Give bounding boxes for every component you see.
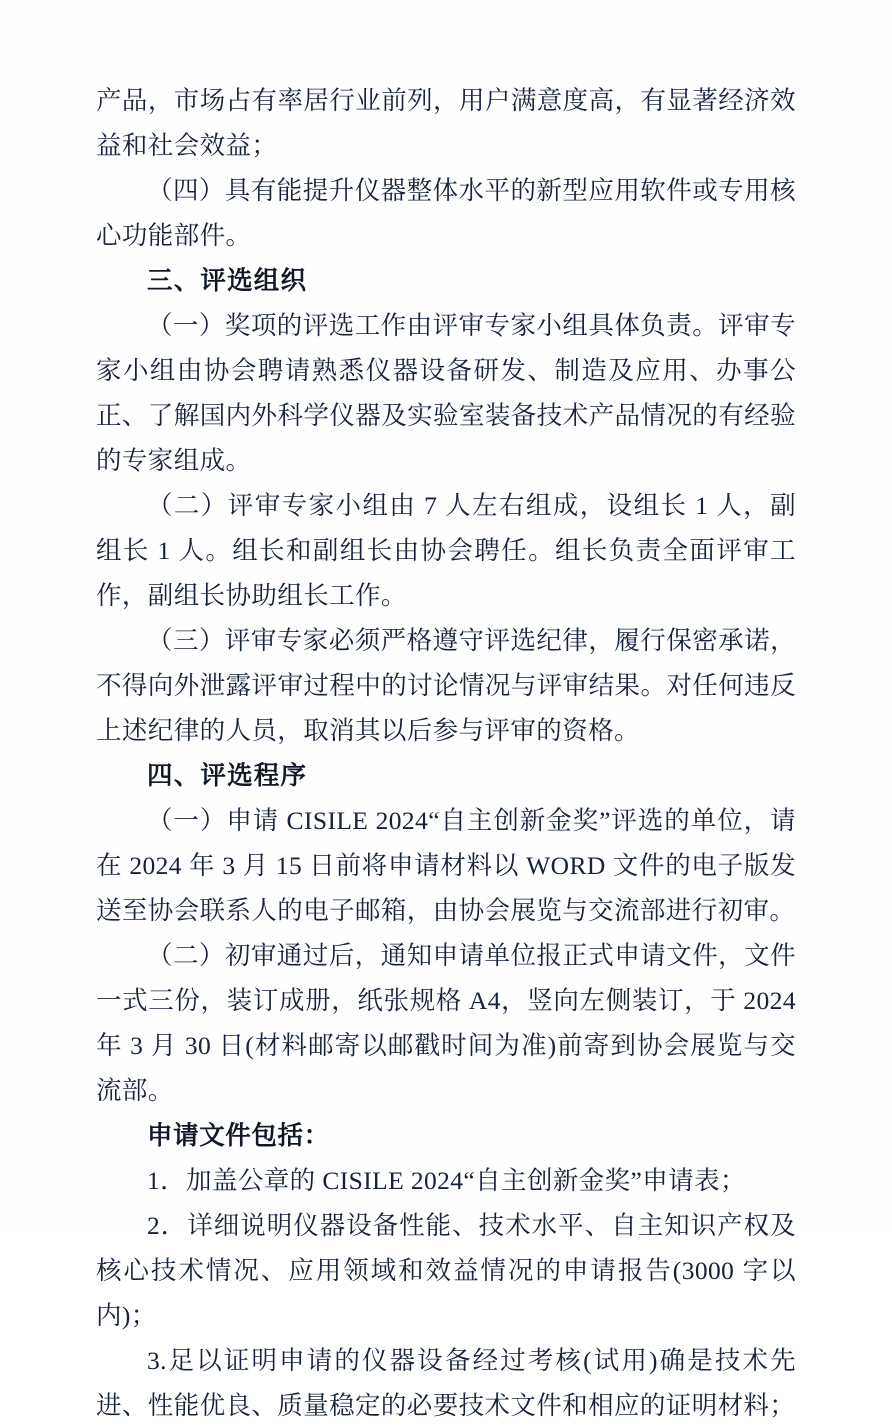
paragraph: （一）申请 CISILE 2024“自主创新金奖”评选的单位，请在 2024 年 3 月 15 日前将申请材料以 WORD 文件的电子版发送至协会联系人的电子邮箱，由协会展览与交流部进行初审。 — [96, 806, 796, 925]
paragraph: （二）初审通过后，通知申请单位报正式申请文件，文件一式三份，装订成册，纸张规格 A4，竖向左侧装订，于 2024 年 3 月 30 日(材料邮寄以邮戳时间为准)前寄到协会展览与交流部。 — [96, 941, 796, 1105]
list-item: 1．加盖公章的 CISILE 2024“自主创新金奖”申请表； — [147, 1166, 746, 1195]
section-heading: 三、评选组织 — [147, 266, 308, 295]
list-item: 3.足以证明申请的仪器设备经过考核(试用)确是技术先进、性能优良、质量稳定的必要技术文件和相应的证明材料； — [96, 1346, 796, 1420]
paragraph: （四）具有能提升仪器整体水平的新型应用软件或专用核心功能部件。 — [96, 176, 796, 250]
paragraph: （一）奖项的评选工作由评审专家小组具体负责。评审专家小组由协会聘请熟悉仪器设备研发、制造及应用、办事公正、了解国内外科学仪器及实验室装备技术产品情况的有经验的专家组成。 — [96, 311, 796, 475]
paragraph: （三）评审专家必须严格遵守评选纪律，履行保密承诺，不得向外泄露评审过程中的讨论情况与评审结果。对任何违反上述纪律的人员，取消其以后参与评审的资格。 — [96, 626, 796, 745]
document-body — [96, 78, 796, 1428]
paragraph: （二）评审专家小组由 7 人左右组成，设组长 1 人，副组长 1 人。组长和副组长由协会聘任。组长负责全面评审工作，副组长协助组长工作。 — [96, 491, 796, 610]
subsection-heading: 申请文件包括： — [147, 1121, 330, 1150]
list-item: 2．详细说明仪器设备性能、技术水平、自主知识产权及核心技术情况、应用领域和效益情况的申请报告(3000 字以内)； — [96, 1211, 796, 1330]
section-heading: 四、评选程序 — [147, 761, 308, 790]
paragraph: 产品，市场占有率居行业前列，用户满意度高，有显著经济效益和社会效益； — [96, 86, 796, 160]
